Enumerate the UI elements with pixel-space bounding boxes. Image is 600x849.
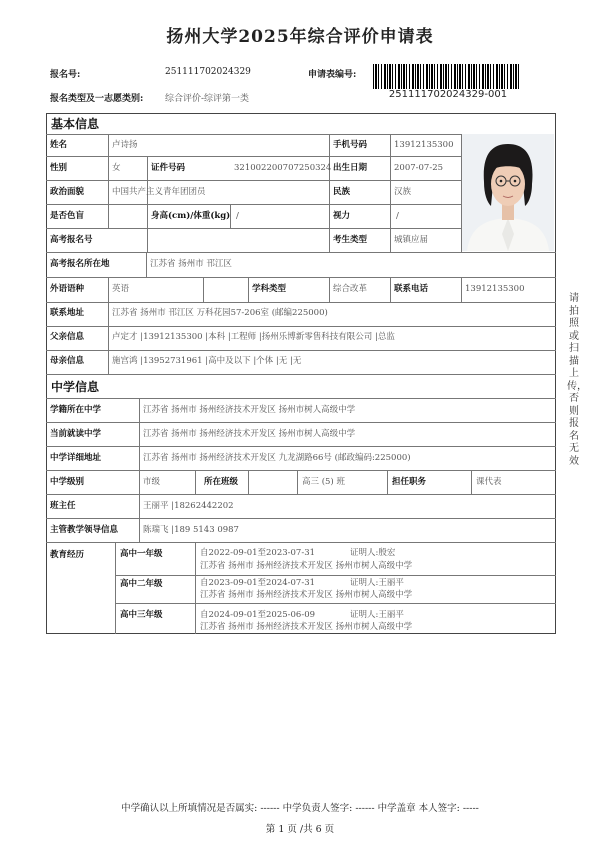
edu-school: 江苏省 扬州市 扬州经济技术开发区 扬州市树人高级中学 (200, 590, 413, 600)
education-label: 教育经历 (50, 550, 85, 560)
ethnic-label: 民族 (333, 187, 351, 197)
leader-label: 主管教学领导信息 (50, 525, 119, 535)
mother-label: 母亲信息 (50, 356, 85, 366)
head-teacher-value: 王丽平 |18262442202 (143, 501, 234, 511)
school-info-heading: 中学信息 (51, 380, 100, 394)
edu-witness: 证明人:王丽平 (350, 578, 404, 588)
birth-label: 出生日期 (333, 163, 368, 173)
barcode (373, 64, 521, 89)
gaokao-no-label: 高考报名号 (50, 235, 93, 245)
gender-value: 女 (112, 163, 121, 173)
subject-type-label: 学科类型 (252, 284, 287, 294)
vision-label: 视力 (333, 211, 351, 221)
apply-type-value: 综合评价-综评第一类 (165, 94, 250, 104)
barcode-number: 251111702024329-001 (388, 89, 508, 100)
mother-value: 施宫鸿 |13952731961 |高中及以下 |个体 |无 |无 (112, 356, 302, 366)
edu-witness: 证明人:殷宏 (350, 548, 396, 558)
school-address-value: 江苏省 扬州市 扬州经济技术开发区 九龙湖路66号 (邮政编码:225000) (143, 453, 411, 463)
ethnic-value: 汉族 (394, 187, 412, 197)
edu-witness: 证明人:王丽平 (350, 610, 404, 620)
school-level-label: 中学级别 (50, 477, 85, 487)
edu-period: 自2024-09-01至2025-06-09 (200, 610, 316, 620)
edu-grade: 高中三年级 (120, 610, 163, 620)
gender-label: 性别 (50, 163, 68, 173)
language-label: 外语语种 (50, 284, 85, 294)
language-value: 英语 (112, 284, 130, 294)
address-label: 联系地址 (50, 308, 85, 318)
id-value: 321002200707250324 (234, 163, 332, 173)
phone-label: 手机号码 (333, 140, 368, 150)
name-label: 姓名 (50, 140, 68, 150)
political-label: 政治面貌 (50, 187, 85, 197)
reg-school-label: 学籍所在中学 (50, 405, 102, 415)
exam-type-label: 考生类型 (333, 235, 368, 245)
contact-phone-label: 联系电话 (394, 284, 429, 294)
reg-no-label: 报名号: (50, 70, 81, 80)
name-value: 卢诗扬 (112, 140, 138, 150)
apply-type-label: 报名类型及一志愿类别: (50, 94, 144, 104)
political-value: 中国共产主义青年团团员 (112, 187, 206, 197)
current-school-value: 江苏省 扬州市 扬州经济技术开发区 扬州市树人高级中学 (143, 429, 356, 439)
height-weight-label: 身高(cm)/体重(kg) (151, 211, 231, 221)
school-level-value: 市级 (143, 477, 161, 487)
page-title: 扬州大学2025年综合评价申请表 (166, 27, 434, 47)
edu-school: 江苏省 扬州市 扬州经济技术开发区 扬州市树人高级中学 (200, 561, 413, 571)
reg-no-value: 251111702024329 (165, 67, 251, 77)
duty-label: 担任职务 (392, 477, 427, 487)
head-teacher-label: 班主任 (50, 501, 76, 511)
subject-type-value: 综合改革 (333, 284, 368, 294)
father-value: 卢定才 |13912135300 |本科 |工程师 |扬州乐博新零售科技有限公司 |总监 (112, 332, 395, 342)
edu-grade: 高中一年级 (120, 549, 163, 559)
duty-value: 课代表 (476, 477, 502, 487)
basic-info-heading: 基本信息 (51, 117, 100, 131)
school-address-label: 中学详细地址 (50, 453, 102, 463)
father-label: 父亲信息 (50, 332, 85, 342)
vision-value: / (396, 211, 399, 221)
applicant-photo (462, 134, 554, 251)
exam-type-value: 城镇应届 (394, 235, 429, 245)
edu-period: 自2023-09-01至2024-07-31 (200, 578, 316, 588)
reg-school-value: 江苏省 扬州市 扬州经济技术开发区 扬州市树人高级中学 (143, 405, 356, 415)
page-indicator: 第 1 页 /共 6 页 (265, 824, 335, 835)
birth-value: 2007-07-25 (394, 163, 444, 173)
footer-confirmation: 中学确认以上所填情况是否属实: ------ 中学负责人签字: ------ 中学盖章 本人签字: ----- (121, 803, 479, 814)
class-value: 高三 (5) 班 (302, 477, 345, 487)
edu-grade: 高中二年级 (120, 579, 163, 589)
height-weight-value: / (236, 211, 239, 221)
id-label: 证件号码 (151, 163, 186, 173)
upload-notice: 请拍照或扫描上传，否则报名无效 (567, 293, 587, 467)
contact-phone-value: 13912135300 (465, 284, 525, 294)
edu-period: 自2022-09-01至2023-07-31 (200, 548, 316, 558)
class-label: 所在班级 (204, 477, 239, 487)
leader-value: 陈瑞飞 |189 5143 0987 (143, 525, 239, 535)
current-school-label: 当前就读中学 (50, 429, 102, 439)
edu-school: 江苏省 扬州市 扬州经济技术开发区 扬州市树人高级中学 (200, 622, 413, 632)
address-value: 江苏省 扬州市 邗江区 万科花园57-206室 (邮编225000) (112, 308, 328, 318)
gaokao-location-label: 高考报名所在地 (50, 259, 110, 269)
gaokao-location-value: 江苏省 扬州市 邗江区 (150, 259, 232, 269)
colorblind-label: 是否色盲 (50, 211, 85, 221)
form-no-label: 申请表编号: (308, 70, 357, 80)
phone-value: 13912135300 (394, 140, 454, 150)
